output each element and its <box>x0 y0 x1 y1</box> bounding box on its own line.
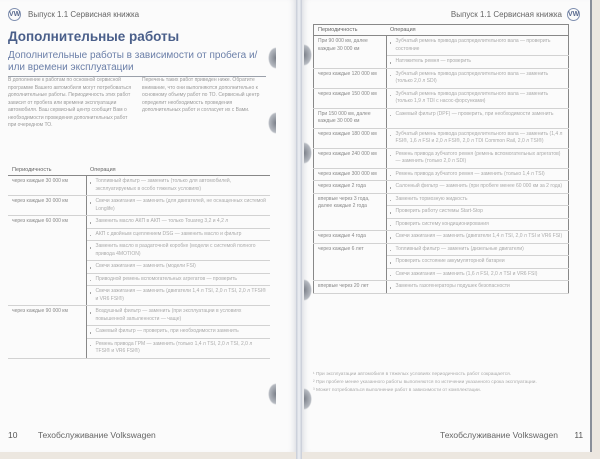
operation-text: Свечи зажигания — заменить (для двигателей, не оснащенных системой Longlife) <box>95 198 266 212</box>
page-tab-marker <box>304 44 312 66</box>
operation-cell <box>86 273 270 286</box>
period-cell: впервые через 20 лет <box>314 281 387 294</box>
table-row <box>314 108 569 128</box>
bullet-icon <box>90 332 92 334</box>
operation-cell <box>386 281 569 294</box>
page-number: 11 <box>574 430 584 440</box>
period-cell: При 150 000 км, далее каждые 30 000 км <box>314 108 387 128</box>
table-row <box>314 148 569 168</box>
operation-cell <box>386 218 569 231</box>
operation-text: АКП с двойным сцеплением DSG — заменить масло и фильтр <box>95 230 242 237</box>
vw-logo-icon: VW <box>567 8 580 21</box>
footnotes <box>313 371 571 395</box>
operation-text: Салонный фильтр — заменить (при пробеге менее 60 000 км за 2 года) <box>395 183 563 189</box>
bullet-icon <box>90 312 92 314</box>
bullet-icon <box>390 95 392 97</box>
table-row <box>314 68 569 88</box>
page-tab-marker <box>268 383 276 405</box>
operation-text: Проверить систему кондиционирования <box>395 220 489 227</box>
period-cell: через каждые 6 лет <box>314 243 387 281</box>
bullet-icon <box>390 212 392 214</box>
intro-text: Перечень таких работ приведен ниже. Обратите внимание, что они выполняются дополнительно к основному объему работ по ТО. Сервисный центр определит необходимость проведения дополнительных работ и согласует их с Вами. <box>142 77 260 113</box>
page-tab-marker <box>304 142 312 164</box>
operation-text: Натяжитель ремня — проверить <box>395 58 472 64</box>
operation-cell <box>386 148 569 168</box>
operation-cell <box>86 241 270 261</box>
operation-text: Заменить газогенераторы подушек безопасности <box>395 283 510 289</box>
operation-cell <box>386 181 569 194</box>
bullet-icon <box>90 182 92 184</box>
operation-cell <box>386 68 569 88</box>
table-row <box>314 231 569 244</box>
footnote <box>313 379 571 386</box>
table-row <box>8 216 270 229</box>
bullet-icon <box>90 202 92 204</box>
operation-cell <box>86 286 270 306</box>
operation-text: Свечи зажигания — заменить (двигатели 1,4 л TSI, 2,0 л TSI и VR6 FSI) <box>395 233 563 239</box>
operation-text: Зубчатый ремень привода распределительного вала — проверить состояние <box>395 38 551 52</box>
intro-text: В дополнение к работам по основной сервисной программе Вашего автомобиля могут потребоваться дополнительные работы. Периодичность этих работ зависит от пробега или времени эксплуатации автомобиля. Ваш сервисный центр сообщит Вам о необходимости проведения дополнительных работ при очередном ТО. <box>8 77 132 128</box>
column-header-operation: Операция <box>86 165 270 176</box>
bullet-icon <box>390 225 392 227</box>
period-cell: через каждые 60 000 км <box>8 216 86 306</box>
table-row <box>314 193 569 206</box>
operation-cell <box>86 306 270 326</box>
operation-text: Сажевый фильтр (DPF) — проверить, при необходимости заменить <box>395 110 554 117</box>
footnote-text: При пробеге менее указанного работы выполняются по истечении указанного срока эксплуатации. <box>315 380 537 385</box>
footnote <box>313 387 571 394</box>
operation-cell <box>386 193 569 206</box>
bullet-icon <box>390 200 392 202</box>
table-row <box>314 88 569 108</box>
bullet-icon <box>90 247 92 249</box>
operation-text: Ремень привода зубчатого ремня — заменить (только 1,4 л TSI) <box>395 170 545 177</box>
period-cell: через каждые 120 000 км <box>314 68 387 88</box>
left-page <box>0 0 296 452</box>
bullet-icon <box>390 262 392 264</box>
bullet-icon <box>390 187 392 189</box>
page-footer-left <box>8 430 156 440</box>
operation-cell <box>86 216 270 229</box>
operation-cell <box>386 108 569 128</box>
table-row <box>314 36 569 56</box>
intro-column-2 <box>142 77 270 115</box>
vw-logo-icon: VW <box>8 8 21 21</box>
bullet-icon <box>390 135 392 137</box>
bullet-icon <box>90 280 92 282</box>
intro-column-1 <box>8 77 136 130</box>
operation-text: Свечи зажигания — заменить (модели FSI) <box>95 263 196 269</box>
period-cell: через каждые 30 000 км <box>8 196 86 216</box>
footnote-text: При эксплуатации автомобиля в тяжелых условиях периодичность работ сокращается. <box>315 372 512 377</box>
running-header-left: Выпуск 1.1 Сервисная книжка <box>28 10 140 19</box>
table-row <box>8 196 270 216</box>
column-header-operation: Операция <box>386 25 569 36</box>
page-tab-marker <box>304 388 312 410</box>
operation-cell <box>386 206 569 219</box>
period-cell: через каждые 240 000 км <box>314 148 387 168</box>
operation-text: Зубчатый ремень привода распределительного вала — заменить (только 2,0 л SDI) <box>395 70 549 84</box>
operation-text: Заменить тормозную жидкость <box>395 195 468 202</box>
maintenance-table-left <box>8 165 270 359</box>
operation-cell <box>86 196 270 216</box>
operation-text: Топливный фильтр — заменить (только для автомобилей, эксплуатируемых в особо тяжелых условиях) <box>95 178 232 192</box>
bullet-icon <box>390 175 392 177</box>
bullet-icon <box>390 115 392 117</box>
operation-text: Сажевый фильтр — проверить, при необходимости заменить <box>95 328 239 334</box>
operation-text: Ремень привода зубчатого ремня (ремень вспомогательных агрегатов) — заменить (только 2,0 л SDI) <box>395 150 561 164</box>
period-cell: через каждые 4 года <box>314 231 387 244</box>
bullet-icon <box>390 75 392 77</box>
operation-cell <box>86 326 270 339</box>
page-number: 10 <box>8 430 18 440</box>
table-row <box>314 281 569 294</box>
period-cell: через каждые 150 000 км <box>314 88 387 108</box>
period-cell: через каждые 300 000 км <box>314 168 387 181</box>
operation-text: Проверить состояние аккумуляторной батареи <box>395 258 505 264</box>
operation-cell <box>386 268 569 281</box>
table-row <box>314 243 569 256</box>
table-row <box>314 181 569 194</box>
section-subtitle: Дополнительные работы в зависимости от пробега и/или времени эксплуатации <box>8 50 266 77</box>
operation-cell <box>386 168 569 181</box>
table-row <box>8 306 270 326</box>
footnote-marker: ³ <box>313 388 316 393</box>
period-cell: через каждые 2 года <box>314 181 387 194</box>
page-tab-marker <box>304 279 312 301</box>
bullet-icon <box>90 345 92 347</box>
period-cell: через каждые 90 000 км <box>8 306 86 359</box>
period-cell: через каждые 180 000 км <box>314 128 387 148</box>
operation-cell <box>386 88 569 108</box>
bullet-icon <box>390 275 392 277</box>
operation-cell <box>386 243 569 256</box>
table-row <box>8 176 270 196</box>
column-header-period: Периодичность <box>314 25 387 36</box>
operation-text: Заменить масло АКП в АКП — только Touareg 3,2 и 4,2 л <box>95 218 229 224</box>
footnote-text: Может потребоваться выполнение работ в зависимости от комплектации. <box>315 388 482 393</box>
operation-cell <box>386 128 569 148</box>
running-header-right: Выпуск 1.1 Сервисная книжка <box>450 10 562 19</box>
operation-cell <box>86 176 270 196</box>
operation-text: Зубчатый ремень привода распределительного вала — заменить (1,4 л FSI®, 1,6 л FSI и 2,0 л FSI®, 2,0 л TDI Common Rail, 2,0 л TSI®) <box>395 130 563 144</box>
bullet-icon <box>390 237 392 239</box>
operation-text: Свечи зажигания — заменить (двигатели 1,4 л TSI, 2,0 л TSI, 2,0 л TFSI® и VR6 FSI®) <box>95 288 266 302</box>
maintenance-table-right <box>313 24 569 294</box>
operation-cell <box>386 36 569 56</box>
page-tab-marker <box>268 112 276 134</box>
operation-text: Проверить работу системы Start-Stop <box>395 208 483 214</box>
footnote-marker: ¹ <box>313 372 316 377</box>
operation-text: Зубчатый ремень привода распределительного вала — заменить (только 1,9 л TDI с насос-форсунками) <box>395 90 549 104</box>
bullet-icon <box>90 267 92 269</box>
page-footer-right <box>440 430 583 440</box>
bullet-icon <box>90 292 92 294</box>
operation-cell <box>386 56 569 69</box>
bullet-icon <box>90 222 92 224</box>
bullet-icon <box>390 62 392 64</box>
footer-title: Техобслуживание Volkswagen <box>440 430 558 440</box>
footer-title: Техобслуживание Volkswagen <box>37 430 156 440</box>
bullet-icon <box>390 155 392 157</box>
period-cell: через каждые 30 000 км <box>8 176 86 196</box>
bullet-icon <box>390 42 392 44</box>
column-header-period: Периодичность <box>8 165 86 176</box>
operation-text: Воздушный фильтр — заменить (при эксплуатации в условиях повышенной запыленности — чаще) <box>95 308 242 322</box>
bullet-icon <box>390 250 392 252</box>
footnote-marker: ² <box>313 380 316 385</box>
operation-text: Приводной ремень вспомогательных агрегатов — проверить <box>95 275 238 282</box>
operation-text: Заменить масло в раздаточной коробке (модели с системой полного привода 4MOTION) <box>95 243 256 257</box>
table-row <box>314 168 569 181</box>
period-cell: При 90 000 км, далее каждые 30 000 км <box>314 36 387 69</box>
period-cell: впервые через 3 года, далее каждые 2 года <box>314 193 387 231</box>
operation-cell <box>86 228 270 241</box>
bullet-icon <box>90 235 92 237</box>
footnote <box>313 371 571 378</box>
operation-cell <box>86 261 270 274</box>
bullet-icon <box>390 287 392 289</box>
section-title: Дополнительные работы <box>8 29 180 44</box>
page-tab-marker <box>268 47 276 69</box>
operation-text: Ремень привода ГРМ — заменить (только 1,4 л TSI, 2,0 л TSI, 2,0 л TFSI® и VR6 FSI®) <box>95 340 253 354</box>
operation-text: Топливный фильтр — заменить (дизельные двигатели) <box>395 245 524 252</box>
operation-cell <box>86 338 270 358</box>
operation-text: Свечи зажигания — заменить (1,6 л FSI, 2,0 л TSI и VR6 FSI) <box>395 270 538 277</box>
table-row <box>314 128 569 148</box>
operation-cell <box>386 256 569 269</box>
operation-cell <box>386 231 569 244</box>
